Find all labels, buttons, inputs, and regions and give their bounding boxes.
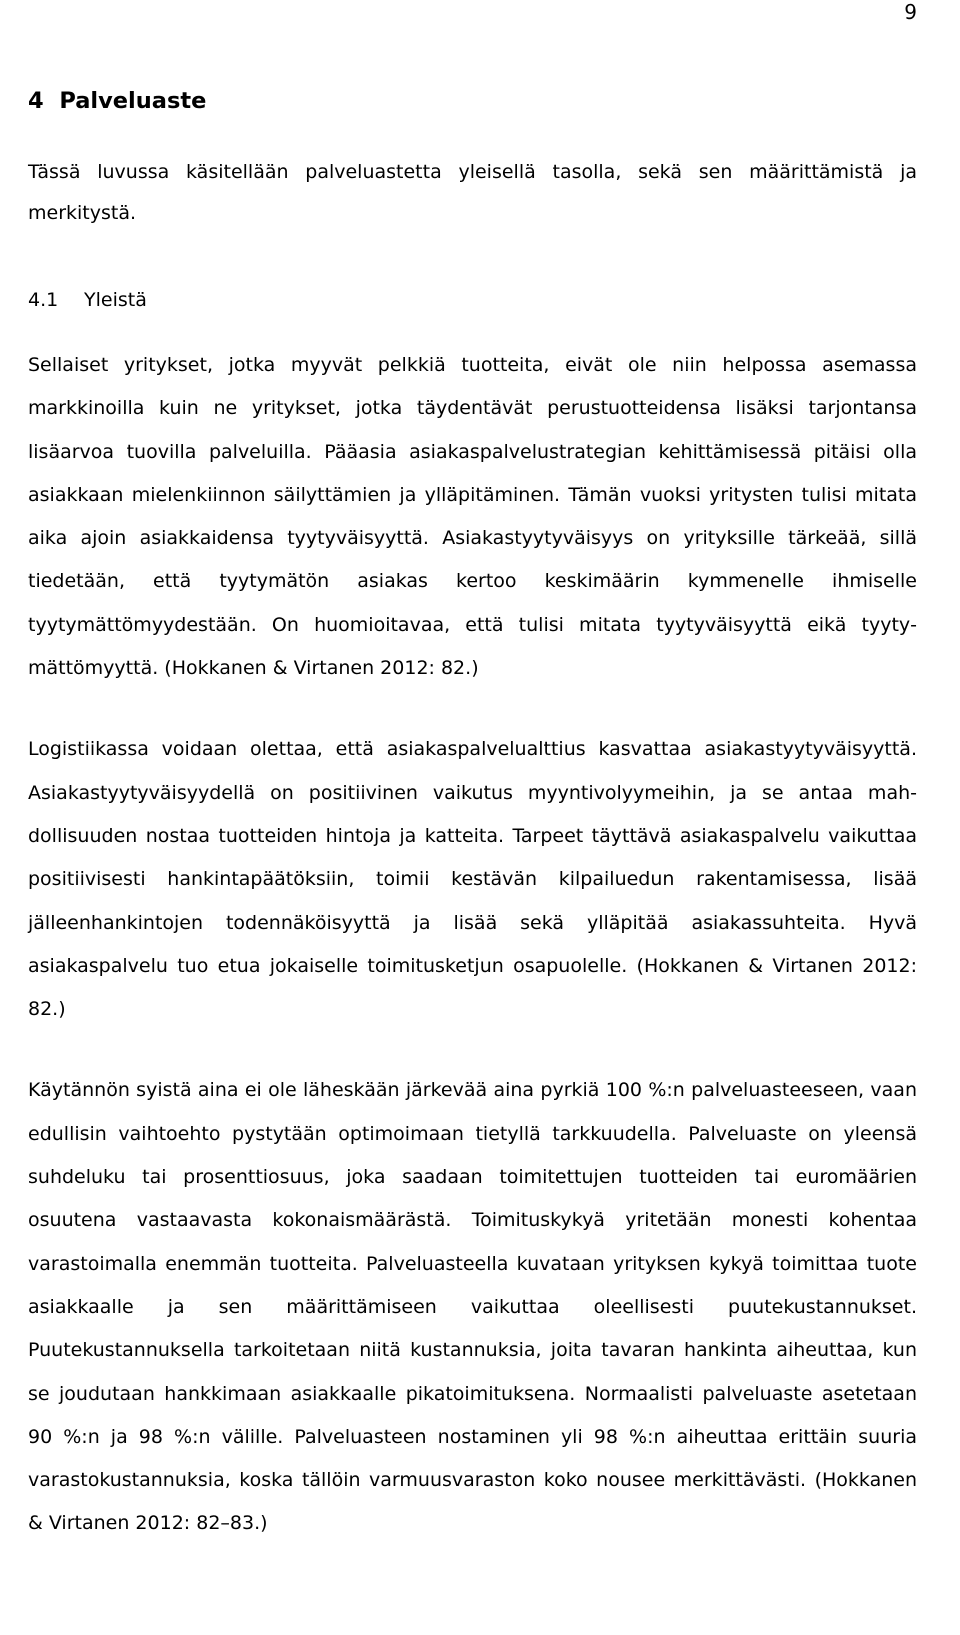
paragraph-1: Sellaiset yritykset, jotka myyvät pelkkiä tuotteita, eivät ole niin helpossa asemassa markkinoilla kuin ne yritykset, jotka täydentävät perustuotteidensa lisäksi tarjontansa lisäarvoa tuovilla palveluilla. Pääasia asiakaspalvelustrategian kehittämisessä pitäisi olla asiakkaan mielenkiinnon säilyttämien ja ylläpitäminen. Tämän vuoksi yritysten tulisi mitata aika ajoin asiakkaidensa tyytyväisyyttä. Asiakastyytyväisyys on yrityksille tärkeää, sillä tiedetään, että tyytymätön asiakas kertoo keskimäärin kymmenelle ihmiselle tyytymättömyydestään. On huomioitavaa, että tulisi mitata tyytyväisyyttä eikä tyytymättömyyttä. (Hokkanen & Virtanen 2012: 82.) bbox=[28, 354, 917, 680]
section-title: Yleistä bbox=[84, 289, 147, 311]
paragraph-3: Käytännön syistä aina ei ole läheskään järkevää aina pyrkiä 100 %:n palveluasteeseen, vaan edullisin vaihtoehto pystytään optimoimaan tietyllä tarkkuudella. Palveluaste on yleensä suhdeluku tai prosenttiosuus, joka saadaan toimitettujen tuotteiden tai euromäärien osuutena vastaavasta kokonaismäärästä. Toimituskykyä yritetään monesti kohentaa varastoimalla enemmän tuotteita. Palveluasteella kuvataan yrityksen kykyä toimittaa tuote asiakkaalle ja sen määrittämiseen vaikuttaa oleellisesti puutekustannukset. Puutekustannuksella tarkoitetaan niitä kustannuksia, joita tavaran hankinta aiheuttaa, kun se joudutaan hankkimaan asiakkaalle pikatoimituksena. Normaalisti palveluaste asetetaan 90 %:n ja 98 %:n välille. Palveluasteen nostaminen yli 98 %:n aiheuttaa erittäin suuria varastokustannuksia, koska tällöin varmuusvaraston koko nousee merkittävästi. (Hokkanen & Virtanen 2012: 82–83.) bbox=[28, 1079, 917, 1535]
section-heading bbox=[28, 285, 917, 315]
chapter-intro: Tässä luvussa käsitellään palveluastetta yleisellä tasolla, sekä sen määrittämistä ja merkitystä. bbox=[28, 161, 917, 224]
section-number: 4.1 bbox=[28, 289, 59, 311]
chapter-heading: 4 Palveluaste bbox=[28, 88, 207, 114]
page-number: 9 bbox=[904, 0, 917, 24]
paragraph-2: Logistiikassa voidaan olettaa, että asiakaspalvelualttius kasvattaa asiakastyytyväisyyttä. Asiakastyytyväisyydellä on positiivinen vaikutus myyntivolyymeihin, ja se antaa mahdollisuuden nostaa tuotteiden hintoja ja katteita. Tarpeet täyttävä asiakaspalvelu vaikuttaa positiivisesti hankintapäätöksiin, toimii kestävän kilpailuedun rakentamisessa, lisää jälleenhankintojen todennäköisyyttä ja lisää sekä ylläpitää asiakassuhteita. Hyvä asiakaspalvelu tuo etua jokaiselle toimitusketjun osapuolelle. (Hokkanen & Virtanen 2012: 82.) bbox=[28, 738, 917, 1021]
document-body bbox=[28, 86, 917, 1546]
